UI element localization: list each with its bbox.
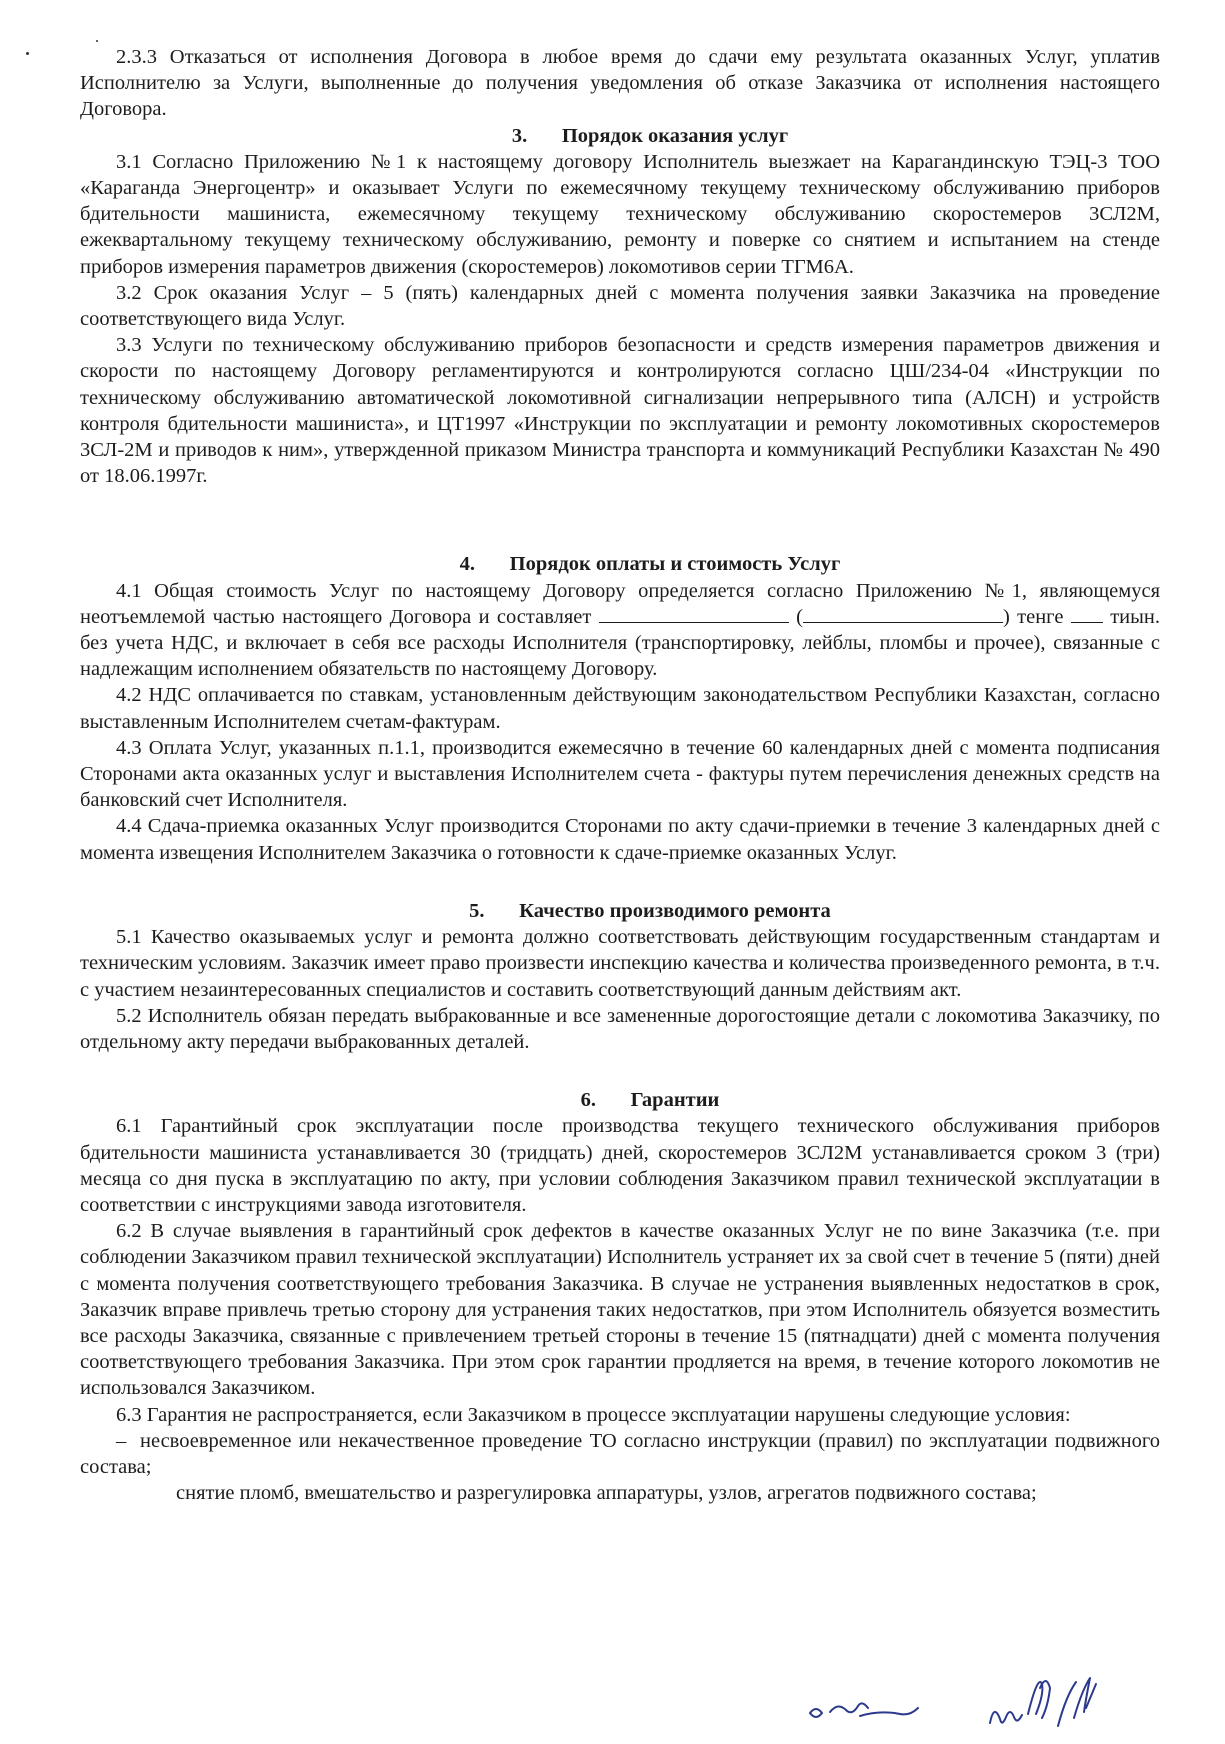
section-spacer [80,489,1160,551]
section-title: Порядок оказания услуг [561,124,789,147]
paragraph-6-3: 6.3 Гарантия не распространяется, если Заказчиком в процессе эксплуатации нарушены следующие условия: [116,1403,1071,1426]
section-5-heading [80,898,1160,924]
bullet-dash: – [116,1429,127,1452]
section-3-heading [80,123,1160,149]
signature-marks [790,1668,1170,1738]
list-item-text: снятие пломб, вмешательство и разрегулировка аппаратуры, узлов, агрегатов подвижного состава; [176,1482,1037,1505]
section-number: 4. [459,553,476,576]
paragraph-3-1: 3.1 Согласно Приложению №1 к настоящему договору Исполнитель выезжает на Карагандинскую ТЭЦ-3 ТОО «Караганда Энергоцентр» и оказывает Услуги по ежемесячному текущему техническому обслуживанию приборов бдительности машиниста, ежемесячному текущему техническому обслуживанию скоростемеров 3СЛ2М, ежеквартальному текущему техническому обслуживанию, ремонту и поверке со снятием и испытанием на стенде приборов измерения параметров движения (скоростемеров) локомотивов серии ТГМ6А. [80,150,1160,278]
signature-right [990,1678,1096,1726]
scan-speck [96,40,98,42]
paragraph-4-1-text-a: 4.1 Общая стоимость Услуг по настоящему Договору определяется согласно Приложению №1, являющемуся неотъемлемой частью настоящего Договора и составляет [80,579,1160,628]
section-number: 3. [511,124,528,147]
section-number: 5. [469,899,485,922]
paragraph-6-2: 6.2 В случае выявления в гарантийный срок дефектов в качестве оказанных Услуг не по вине Заказчика (т.е. при соблюдении Заказчиком правил технической эксплуатации) Исполнитель устраняет их за свой счет в течение 5 (пяти) дней с момента получения соответствующего требования Заказчика. В случае не устранения выявленных недостатков в срок, Заказчик вправе привлечь третью сторону для устранения таких недостатков, при этом Исполнитель обязуется возместить все расходы Заказчика, связанные с привлечением третьей стороны в течение 15 (пятнадцати) дней с момента получения соответствующего требования Заказчика. При этом срок гарантии продляется на время, в течение которого локомотив не использовался Заказчиком. [80,1220,1160,1400]
section-spacer [80,866,1160,898]
document-page [80,44,1160,1506]
paragraph-5-2: 5.2 Исполнитель обязан передать выбракованные и все замененные дорогостоящие детали с локомотива Заказчику, по отдельному акту передачи выбракованных деталей. [80,1004,1160,1053]
paragraph-4-3: 4.3 Оплата Услуг, указанных п.1.1, производится ежемесячно в течение 60 календарных дней с момента подписания Сторонами акта оказанных услуг и выставления Исполнителем счета - фактуры путем перечисления денежных средств на банковский счет Исполнителя. [80,736,1160,812]
paragraph-5-1: 5.1 Качество оказываемых услуг и ремонта должно соответствовать действующим государственным стандартам и техническим условиям. Заказчик имеет право произвести инспекцию качества и количества произведенного ремонта, в т.ч. с участием незаинтересованных специалистов и составить соответствующий данным действиям акт. [80,926,1160,1001]
paragraph-6-1: 6.1 Гарантийный срок эксплуатации после производства текущего технического обслуживания приборов бдительности машиниста устанавливается 30 (тридцать) дней, скоростемеров 3СЛ2М устанавливается сроком 3 (три) месяца со дня пуска в эксплуатацию по акту, при условии соблюдения Заказчиком правил технической эксплуатации в соответствии с инструкциями завода изготовителя. [80,1115,1160,1216]
section-6-heading [80,1087,1160,1113]
paragraph-3-2: 3.2 Срок оказания Услуг – 5 (пять) календарных дней с момента получения заявки Заказчика на проведение соответствующего вида Услуг. [80,281,1160,331]
paragraph-4-2: 4.2 НДС оплачивается по ставкам, установленным действующим законодательством Республики Казахстан, согласно выставленным Исполнителем счетам-фактурам. [80,684,1160,733]
paragraph-4-1-text-c: ) тенге [1002,605,1064,628]
list-item-text: несвоевременное или некачественное проведение ТО согласно инструкции (правил) по эксплуатации подвижного состава; [80,1429,1160,1478]
paragraph-4-1-text-d: тиын. без учета НДС, и включает в себя все расходы Исполнителя (транспортировку, лейблы, пломбы и прочее), связанные с надлежащим исполнением обязательств по настоящему Договору. [80,605,1161,681]
section-title: Порядок оплаты и стоимость Услуг [509,553,841,576]
paragraph-2-3-3: 2.3.3 Отказаться от исполнения Договора в любое время до сдачи ему результата оказанных Услуг, уплатив Исполнителю за Услуги, выполненные до получения уведомления об отказе Заказчика от исполнения настоящего Договора. [80,46,1160,121]
amount-words-blank [803,604,1003,623]
paragraph-4-4: 4.4 Сдача-приемка оказанных Услуг производится Сторонами по акту сдачи-приемки в течение 3 календарных дней с момента извещения Исполнителем Заказчика о готовности к сдаче-приемке оказанных Услуг. [80,815,1160,864]
signature-left [810,1703,918,1717]
paragraph-4-1 [80,578,1160,683]
paragraph-3-3: 3.3 Услуги по техническому обслуживанию приборов безопасности и средств измерения параметров движения и скорости по настоящему Договору регламентируются и контролируются согласно ЦШ/234-04 «Инструкции по техническому обслуживанию автоматической локомотивной сигнализации непрерывного типа (АЛСН) и устройств контроля бдительности машиниста», и ЦТ1997 «Инструкции по эксплуатации и ремонту локомотивных скоростемеров 3СЛ-2М и приводов к ним», утвержденной приказом Министра транспорта и коммуникаций Республики Казахстан № 490 от 18.06.1997г. [80,334,1160,488]
handwritten-signatures [790,1668,1170,1738]
list-item [80,1480,1160,1506]
amount-blank [599,604,789,623]
section-title: Гарантии [630,1089,720,1112]
section-spacer [80,1055,1160,1087]
list-item [80,1428,1160,1480]
paragraph-4-1-text-b: ( [796,605,803,628]
section-number: 6. [580,1089,597,1112]
section-title: Качество производимого ремонта [519,899,831,922]
section-4-heading [80,551,1160,577]
tiyn-blank [1071,604,1103,623]
scan-speck [26,52,29,55]
